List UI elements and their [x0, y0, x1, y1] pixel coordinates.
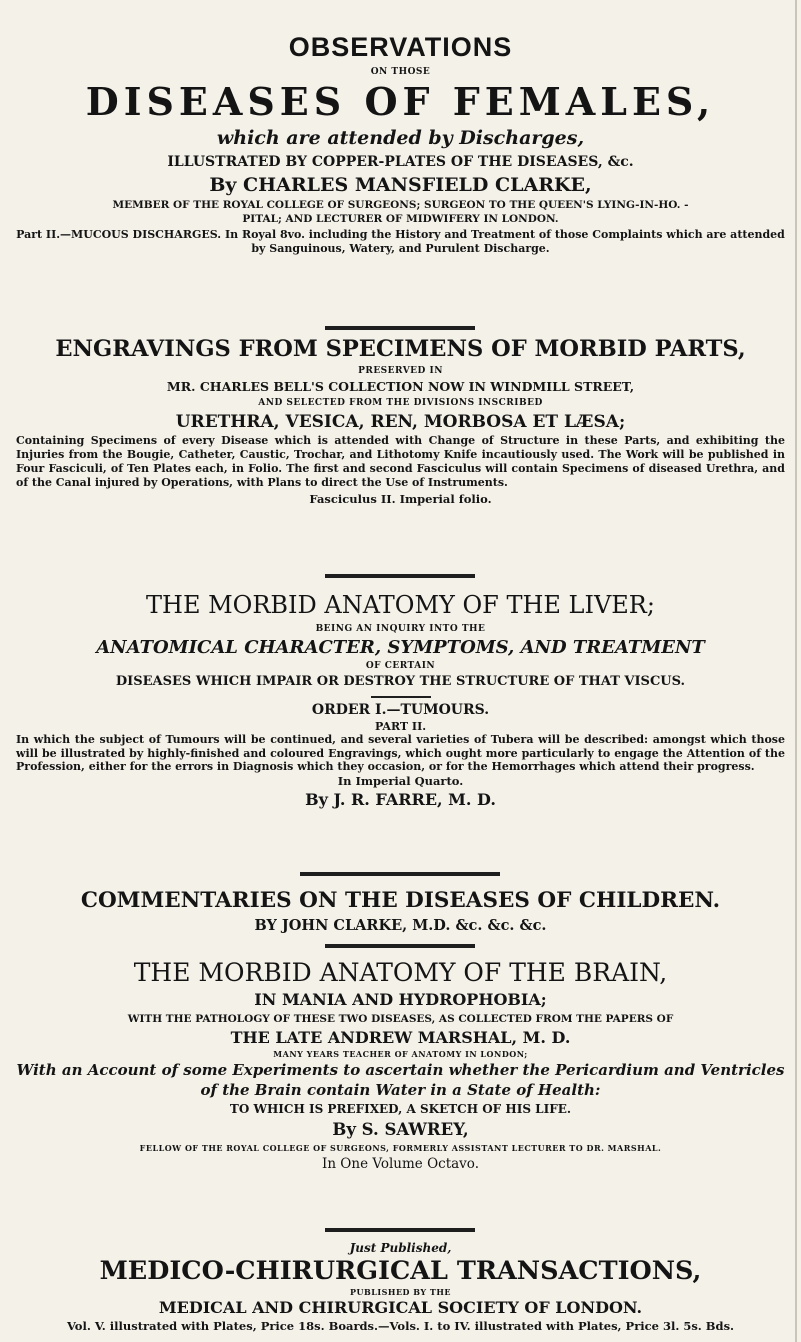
- brain-subtitle: IN MANIA AND HYDROPHOBIA;: [254, 990, 547, 1009]
- liver-title: THE MORBID ANATOMY OF THE LIVER;: [146, 591, 655, 619]
- divider-3: [300, 872, 500, 876]
- observations-title: OBSERVATIONS: [288, 32, 513, 62]
- parts-line: URETHRA, VESICA, REN, MORBOSA ET LÆSA;: [175, 412, 626, 432]
- quarto-line: In Imperial Quarto.: [337, 773, 464, 788]
- many-years-line: MANY YEARS TEACHER OF ANATOMY IN LONDON;: [273, 1049, 528, 1059]
- illustrated-line: ILLUSTRATED BY COPPER-PLATES OF THE DISEASES, &c.: [167, 154, 634, 170]
- andrew-marshal-line: THE LATE ANDREW MARSHAL, M. D.: [230, 1028, 571, 1047]
- account-line-1: With an Account of some Experiments to ascertain whether the Pericardium and Ventricles: [16, 1061, 785, 1079]
- section-engravings: [16, 334, 785, 508]
- published-by-label: PUBLISHED BY THE: [349, 1287, 451, 1297]
- on-those-label: ON THOSE: [370, 67, 431, 77]
- tumours-description: In which the subject of Tumours will be continued, and several varieties of Tubera will be described: amongst which those will be illustrated by highly-finished and coloured Engravings, which ought more particularly to engage the Attention of the Profession, either for the errors in Diagnosis which they occasion, or for the Hemorrhages which attend their progress.: [16, 733, 785, 773]
- section-morbid-brain: [16, 956, 785, 1174]
- volume-price-line: Vol. V. illustrated with Plates, Price 18s. Boards.—Vols. I. to IV. illustrated with Plates, Price 3l. 5s. Bds.: [66, 1319, 735, 1333]
- just-published-label: Just Published,: [349, 1241, 452, 1255]
- page-edge: [795, 0, 797, 1342]
- section-commentaries: [16, 886, 785, 936]
- brain-title: THE MORBID ANATOMY OF THE BRAIN,: [133, 958, 668, 987]
- fellow-line: FELLOW OF THE ROYAL COLLEGE OF SURGEONS, FORMERLY ASSISTANT LECTURER TO DR. MARSHAL.: [139, 1143, 662, 1153]
- commentaries-title: COMMENTARIES ON THE DISEASES OF CHILDREN.: [80, 888, 721, 913]
- divider-small: [371, 696, 431, 698]
- part-two-description: Part II.—MUCOUS DISCHARGES. In Royal 8vo. including the History and Treatment of those Complaints which are attended by Sanguinous, Watery, and Purulent Discharge.: [16, 228, 785, 255]
- discharges-subheading: which are attended by Discharges,: [216, 127, 585, 149]
- transactions-title: MEDICO-CHIRURGICAL TRANSACTIONS,: [99, 1256, 702, 1286]
- divider-4: [325, 944, 475, 948]
- author-credentials-2: PITAL; AND LECTURER OF MIDWIFERY IN LONDON.: [242, 213, 559, 225]
- author-sawrey: By S. SAWREY,: [332, 1120, 469, 1139]
- pathology-line: WITH THE PATHOLOGY OF THESE TWO DISEASES, AS COLLECTED FROM THE PAPERS OF: [127, 1013, 674, 1025]
- diseases-of-females-heading: DISEASES OF FEMALES,: [85, 79, 716, 124]
- account-line-2: of the Brain contain Water in a State of Health:: [200, 1081, 601, 1099]
- of-certain-label: OF CERTAIN: [365, 661, 436, 671]
- author-john-clarke: BY JOHN CLARKE, M.D. &c. &c. &c.: [254, 917, 547, 934]
- selected-label: AND SELECTED FROM THE DIVISIONS INSCRIBED: [258, 398, 543, 408]
- preserved-in-label: PRESERVED IN: [358, 366, 443, 376]
- divider-5: [325, 1228, 475, 1232]
- order-line: ORDER I.—TUMOURS.: [311, 702, 490, 718]
- divider-1: [325, 326, 475, 330]
- engravings-title: ENGRAVINGS FROM SPECIMENS OF MORBID PARTS,: [55, 336, 746, 362]
- author-farre: By J. R. FARRE, M. D.: [305, 789, 496, 809]
- fasciculus-line: Fasciculus II. Imperial folio.: [309, 492, 492, 506]
- engravings-description: Containing Specimens of every Disease which is attended with Change of Structure in these Parts, and exhibiting the Injuries from the Bougie, Catheter, Caustic, Trochar, and Lithotomy Knife incautiously used. The Work will be published in Four Fasciculi, of Ten Plates each, in Folio. The first and second Fasciculus will contain Specimens of diseased Urethra, and of the Canal injured by Operations, with Plans to direct the Use of Instruments.: [16, 434, 785, 489]
- prefixed-line: TO WHICH IS PREFIXED, A SKETCH OF HIS LIFE.: [229, 1102, 572, 1116]
- section-observations: [16, 30, 785, 256]
- society-line: MEDICAL AND CHIRURGICAL SOCIETY OF LONDON.: [158, 1298, 643, 1317]
- being-label: BEING AN INQUIRY INTO THE: [315, 624, 486, 634]
- liver-subtitle: ANATOMICAL CHARACTER, SYMPTOMS, AND TREATMENT: [96, 637, 705, 658]
- section-medico-chirurgical: [16, 1240, 785, 1334]
- author-credentials-1: MEMBER OF THE ROYAL COLLEGE OF SURGEONS; SURGEON TO THE QUEEN'S LYING-IN-HO. -: [112, 199, 689, 211]
- divider-2: [325, 574, 475, 578]
- octavo-line: In One Volume Octavo.: [321, 1156, 479, 1172]
- collection-line: MR. CHARLES BELL'S COLLECTION NOW IN WINDMILL STREET,: [166, 379, 635, 394]
- part-line: PART II.: [374, 720, 427, 733]
- section-morbid-liver: [16, 588, 785, 811]
- diseases-line: DISEASES WHICH IMPAIR OR DESTROY THE STRUCTURE OF THAT VISCUS.: [115, 674, 686, 689]
- author-charles-mansfield-clarke: By CHARLES MANSFIELD CLARKE,: [209, 174, 592, 196]
